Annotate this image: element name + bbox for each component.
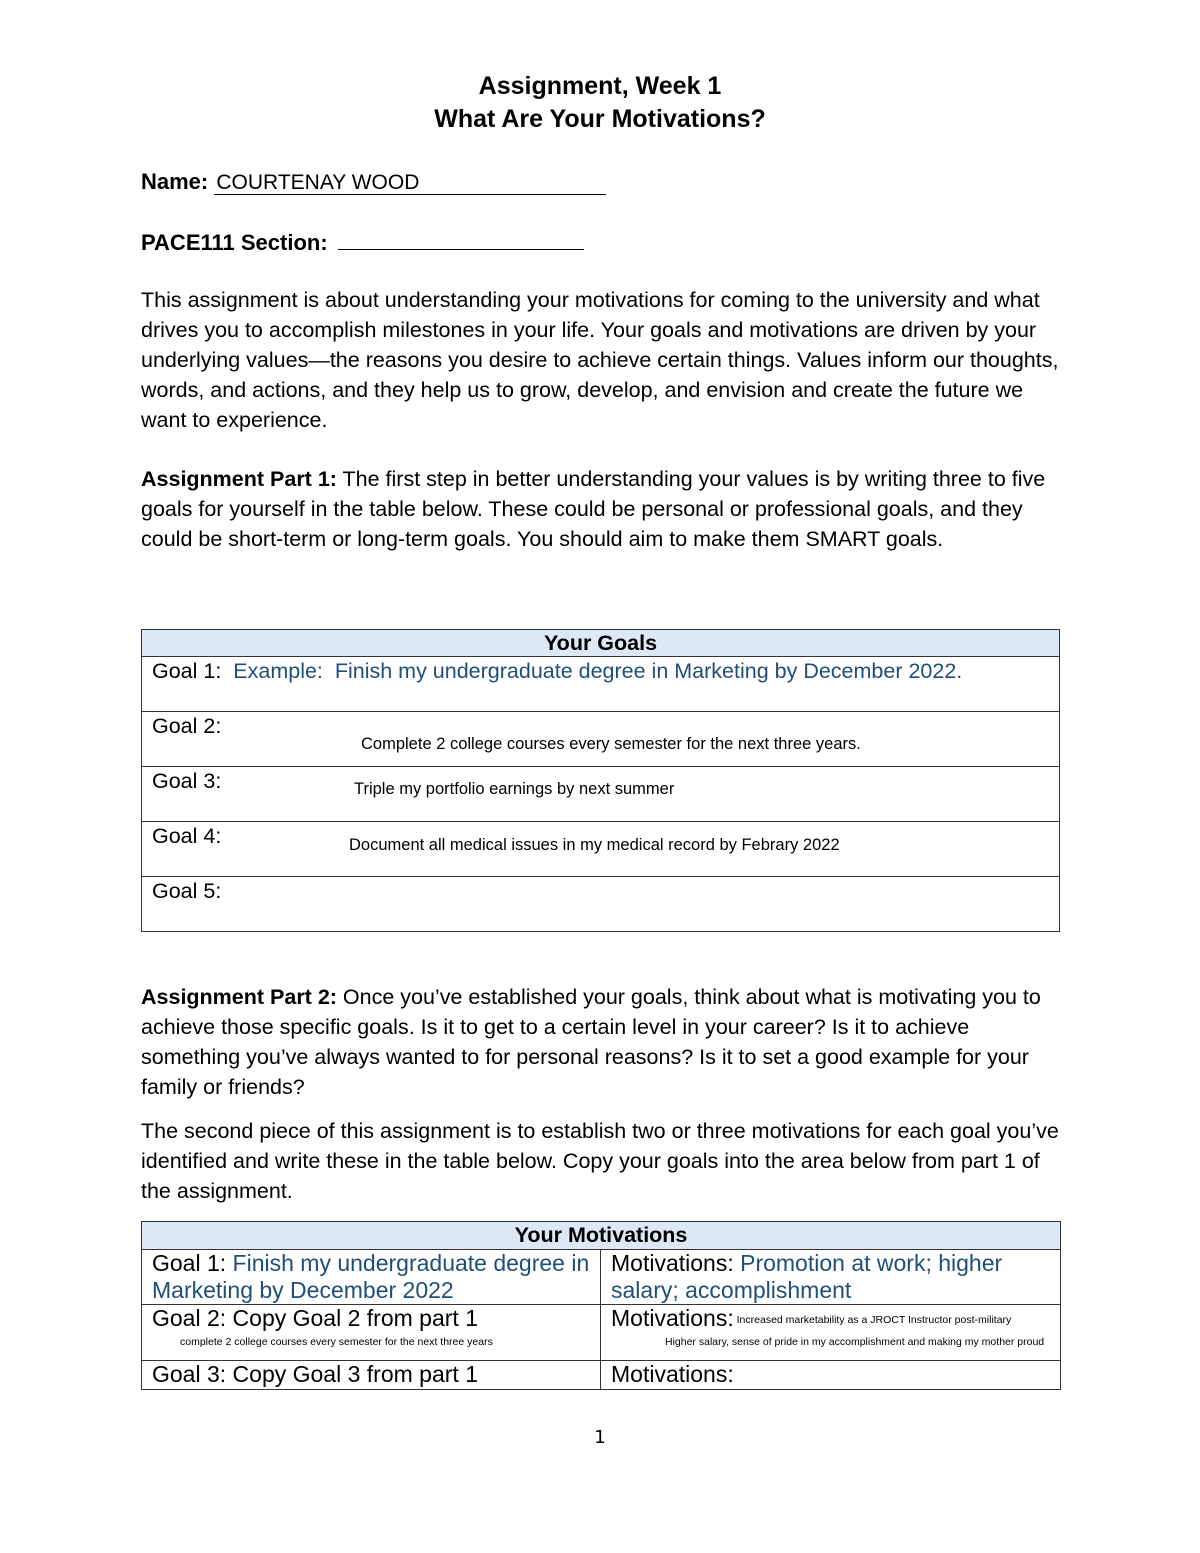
goal-3-label: Goal 3: bbox=[152, 769, 222, 793]
part1-text: The first step in better understanding your values is by writing three to five goals for yourself in the table below. These could be personal or professional goals, and they could be short-term or long-term goals. You should aim to make them SMART goals. bbox=[141, 467, 1046, 551]
part2-label: Assignment Part 2: bbox=[141, 985, 337, 1009]
table-row bbox=[142, 712, 1060, 767]
table-row bbox=[142, 1250, 1061, 1305]
goal-5-label: Goal 5: bbox=[152, 879, 222, 903]
mot-1-value: Promotion at work; higher salary; accomplishment bbox=[611, 1250, 1003, 1303]
name-label: Name: bbox=[141, 169, 209, 194]
mot-goal-1-cell[interactable] bbox=[142, 1250, 601, 1305]
goal-3-answer: Triple my portfolio earnings by next summer bbox=[354, 780, 675, 798]
intro-paragraph: This assignment is about understanding your motivations for coming to the university and what drives you to accomplish milestones in your life. Your goals and motivations are driven by your underlying values—the reasons you desire to achieve certain things. Values inform our thoughts, words, and actions, and they help us to grow, develop, and envision and create the future we want to experience. bbox=[141, 288, 1059, 432]
mot-goal-2-cell[interactable] bbox=[142, 1305, 601, 1361]
section-label: PACE111 Section: bbox=[141, 230, 328, 255]
motivations-table-header: Your Motivations bbox=[142, 1222, 1061, 1250]
table-row bbox=[142, 877, 1060, 932]
part2-text: Once you’ve established your goals, think about what is motivating you to achieve those specific goals. Is it to get to a certain level in your career? Is it to achieve something you’ve always wanted to for personal reasons? Is it to set a good example for your family or friends? bbox=[141, 985, 1041, 1099]
mot-1-cell[interactable] bbox=[601, 1250, 1061, 1305]
mot-goal-2-answer: complete 2 college courses every semester for the next three years bbox=[180, 1336, 493, 1348]
goal-1-label: Goal 1: bbox=[152, 659, 222, 683]
goal-3-cell[interactable] bbox=[142, 767, 1060, 822]
mot-goal-3-cell[interactable] bbox=[142, 1361, 601, 1390]
mot-1-label: Motivations: bbox=[611, 1250, 741, 1276]
mot-3-cell[interactable] bbox=[601, 1361, 1061, 1390]
page-title: Assignment, Week 1 bbox=[478, 72, 722, 100]
table-row bbox=[142, 822, 1060, 877]
goal-4-label: Goal 4: bbox=[152, 824, 222, 848]
goals-table bbox=[141, 629, 1060, 932]
section-field bbox=[141, 227, 584, 257]
goal-2-cell[interactable] bbox=[142, 712, 1060, 767]
table-row bbox=[142, 657, 1060, 712]
name-input[interactable]: COURTENAY WOOD bbox=[214, 172, 606, 195]
part1-paragraph bbox=[141, 464, 1071, 554]
goal-1-example: Example: Finish my undergraduate degree in Marketing by December 2022. bbox=[221, 659, 963, 683]
page-subtitle: What Are Your Motivations? bbox=[434, 105, 766, 133]
mot-goal-3-label: Goal 3: Copy Goal 3 from part 1 bbox=[152, 1361, 478, 1387]
goal-1-cell[interactable] bbox=[142, 657, 1060, 712]
motivations-table bbox=[141, 1221, 1061, 1390]
goals-table-header: Your Goals bbox=[142, 630, 1060, 657]
part2-second-paragraph: The second piece of this assignment is to establish two or three motivations for each goal you’ve identified and write these in the table below. Copy your goals into the area below from part 1 of the assignment. bbox=[141, 1119, 1059, 1203]
mot-2-answer-line2: Higher salary, sense of pride in my accomplishment and making my mother proud bbox=[665, 1336, 1045, 1348]
mot-goal-2-label: Goal 2: Copy Goal 2 from part 1 bbox=[152, 1305, 478, 1331]
part2-paragraph bbox=[141, 982, 1071, 1102]
mot-2-answer-line1: Increased marketability as a JROCT Instructor post-military bbox=[733, 1314, 1012, 1326]
mot-3-label: Motivations: bbox=[611, 1361, 734, 1387]
table-row bbox=[142, 1305, 1061, 1361]
mot-2-label: Motivations: bbox=[611, 1305, 734, 1331]
part1-label: Assignment Part 1: bbox=[141, 467, 337, 491]
mot-goal-1-value: Finish my undergraduate degree in Marketing by December 2022 bbox=[152, 1250, 590, 1303]
goal-2-label: Goal 2: bbox=[152, 714, 222, 738]
table-row bbox=[142, 767, 1060, 822]
goal-2-answer: Complete 2 college courses every semester for the next three years. bbox=[361, 735, 861, 753]
mot-goal-1-label: Goal 1: bbox=[152, 1250, 233, 1276]
section-input[interactable] bbox=[338, 227, 584, 250]
mot-2-cell[interactable] bbox=[601, 1305, 1061, 1361]
page-number: 1 bbox=[594, 1427, 606, 1448]
table-row bbox=[142, 1361, 1061, 1390]
goal-4-answer: Document all medical issues in my medical record by Febrary 2022 bbox=[349, 836, 840, 854]
name-field bbox=[141, 168, 606, 196]
goal-5-cell[interactable] bbox=[142, 877, 1060, 932]
goal-4-cell[interactable] bbox=[142, 822, 1060, 877]
